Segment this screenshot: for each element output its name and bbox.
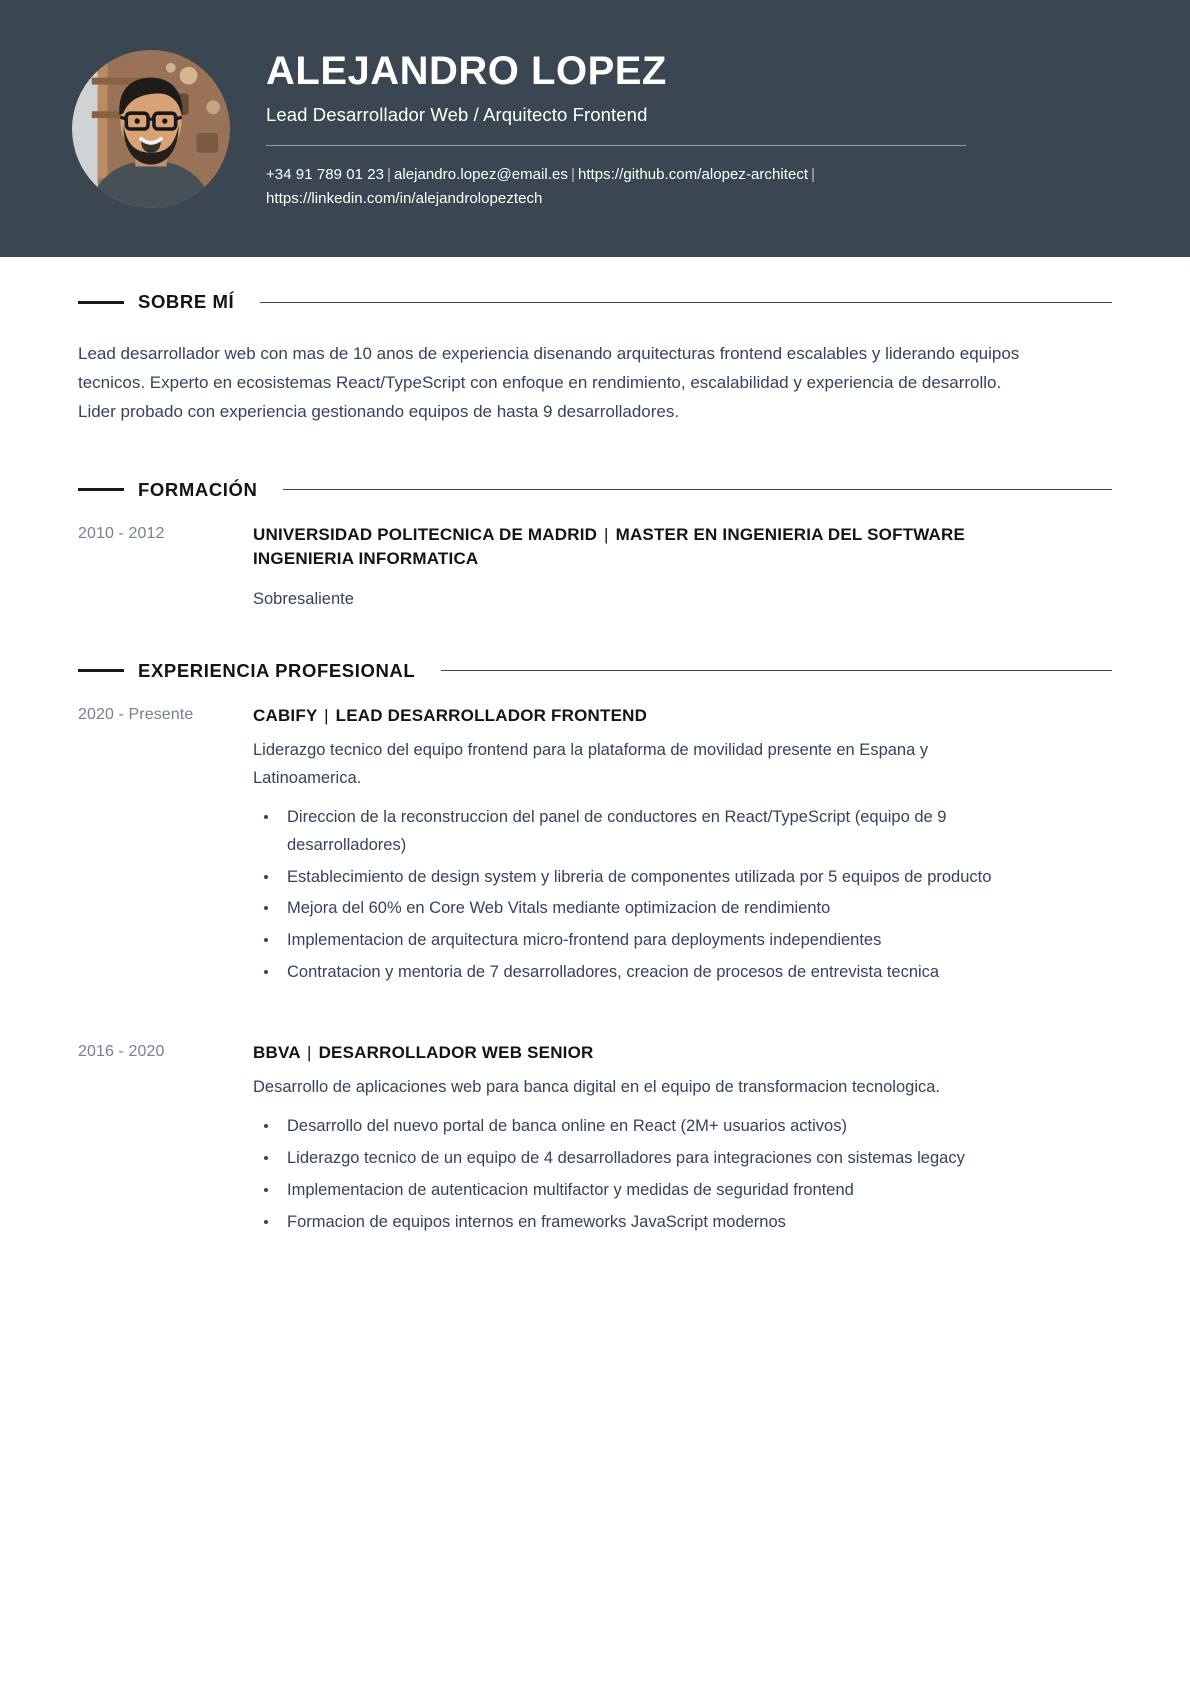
contact-phone: +34 91 789 01 23 bbox=[266, 165, 384, 183]
experience-company: CABIFY bbox=[253, 705, 318, 725]
education-entry bbox=[78, 523, 1112, 614]
spacer bbox=[78, 427, 1112, 479]
list-item: Implementacion de arquitectura micro-frontend para deployments independientes bbox=[253, 927, 1035, 955]
experience-position: DESARROLLADOR WEB SENIOR bbox=[318, 1042, 594, 1062]
section-title-about: SOBRE MÍ bbox=[138, 291, 235, 312]
experience-entry bbox=[78, 704, 1112, 991]
section-header-experience bbox=[78, 660, 1112, 682]
list-item: Establecimiento de design system y libreria de componentes utilizada por 5 equipos de producto bbox=[253, 864, 1035, 892]
contact-separator-2: | bbox=[570, 165, 575, 183]
experience-date: 2020 - Presente bbox=[78, 705, 194, 723]
experience-details bbox=[253, 704, 1035, 991]
contact-separator-3: | bbox=[811, 165, 816, 183]
section-rule bbox=[283, 489, 1112, 490]
experience-description: Liderazgo tecnico del equipo frontend para la plataforma de movilidad presente en Espana y Latinoamerica. bbox=[253, 740, 929, 787]
title-separator: | bbox=[307, 1042, 312, 1062]
experience-title-line bbox=[253, 1041, 1035, 1065]
list-item: Contratacion y mentoria de 7 desarrolladores, creacion de procesos de entrevista tecnica bbox=[253, 959, 1035, 987]
education-degree: MASTER EN INGENIERIA DEL SOFTWARE bbox=[615, 524, 966, 544]
section-title-education: FORMACIÓN bbox=[138, 478, 258, 500]
experience-position: LEAD DESARROLLADOR FRONTEND bbox=[335, 705, 648, 725]
dash-icon bbox=[78, 669, 124, 672]
list-item: Liderazgo tecnico de un equipo de 4 desarrolladores para integraciones con sistemas legacy bbox=[253, 1145, 1035, 1173]
section-education bbox=[78, 479, 1112, 614]
section-experience bbox=[78, 660, 1112, 1241]
experience-bullet-list bbox=[253, 804, 1035, 986]
contact-linkedin[interactable]: https://linkedin.com/in/alejandrolopeztech bbox=[266, 190, 543, 208]
education-date: 2010 - 2012 bbox=[78, 524, 165, 542]
header-text-block bbox=[266, 46, 1118, 212]
section-header-about bbox=[78, 291, 1112, 313]
header-divider bbox=[266, 145, 966, 146]
experience-title-line bbox=[253, 704, 1035, 728]
education-title-line bbox=[253, 523, 1035, 571]
list-item: Desarrollo del nuevo portal de banca online en React (2M+ usuarios activos) bbox=[253, 1113, 1035, 1141]
experience-date: 2016 - 2020 bbox=[78, 1042, 165, 1060]
contact-line bbox=[266, 163, 966, 212]
resume-header bbox=[0, 0, 1190, 257]
experience-description: Desarrollo de aplicaciones web para banca digital en el equipo de transformacion tecnologica. bbox=[253, 1077, 941, 1096]
section-rule bbox=[441, 670, 1112, 671]
title-separator: | bbox=[604, 524, 609, 544]
experience-entry bbox=[78, 1041, 1112, 1241]
contact-separator-1: | bbox=[387, 165, 391, 183]
about-summary-text: Lead desarrollador web con mas de 10 anos de experiencia disenando arquitecturas frontend escalables y liderando equipos tecnicos. Experto en ecosistemas React/TypeScript con enfoque en rendimiento, escalabilidad y experiencia de desarrollo. Lider probado con experiencia gestionando equipos de hasta 9 desarrolladores. bbox=[78, 344, 1020, 422]
list-item: Formacion de equipos internos en frameworks JavaScript modernos bbox=[253, 1209, 1035, 1237]
section-rule bbox=[260, 302, 1112, 303]
section-header-education bbox=[78, 479, 1112, 501]
job-title-subtitle: Lead Desarrollador Web / Arquitecto Frontend bbox=[266, 103, 648, 125]
profile-photo-illustration bbox=[72, 50, 230, 208]
spacer bbox=[78, 614, 1112, 660]
contact-email[interactable]: alejandro.lopez@email.es bbox=[393, 165, 568, 183]
list-item: Direccion de la reconstruccion del panel de conductores en React/TypeScript (equipo de 9 desarrolladores) bbox=[253, 804, 1035, 859]
page-title: ALEJANDRO LOPEZ bbox=[266, 48, 667, 93]
section-about bbox=[78, 291, 1112, 427]
title-separator: | bbox=[324, 705, 329, 725]
experience-company: BBVA bbox=[253, 1042, 301, 1062]
avatar bbox=[72, 50, 230, 208]
education-details bbox=[253, 523, 1035, 614]
spacer bbox=[78, 257, 1112, 291]
contact-github[interactable]: https://github.com/alopez-architect bbox=[577, 165, 809, 183]
spacer bbox=[78, 991, 1112, 1019]
dash-icon bbox=[78, 301, 124, 304]
education-institution: UNIVERSIDAD POLITECNICA DE MADRID bbox=[253, 524, 598, 544]
section-title-experience: EXPERIENCIA PROFESIONAL bbox=[138, 659, 416, 681]
resume-body bbox=[0, 257, 1190, 1240]
list-item: Mejora del 60% en Core Web Vitals mediante optimizacion de rendimiento bbox=[253, 895, 1035, 923]
experience-details bbox=[253, 1041, 1035, 1241]
education-grade: Sobresaliente bbox=[253, 589, 354, 608]
list-item: Implementacion de autenticacion multifactor y medidas de seguridad frontend bbox=[253, 1177, 1035, 1205]
dash-icon bbox=[78, 488, 124, 491]
experience-bullet-list bbox=[253, 1113, 1035, 1236]
education-field: INGENIERIA INFORMATICA bbox=[253, 548, 479, 568]
